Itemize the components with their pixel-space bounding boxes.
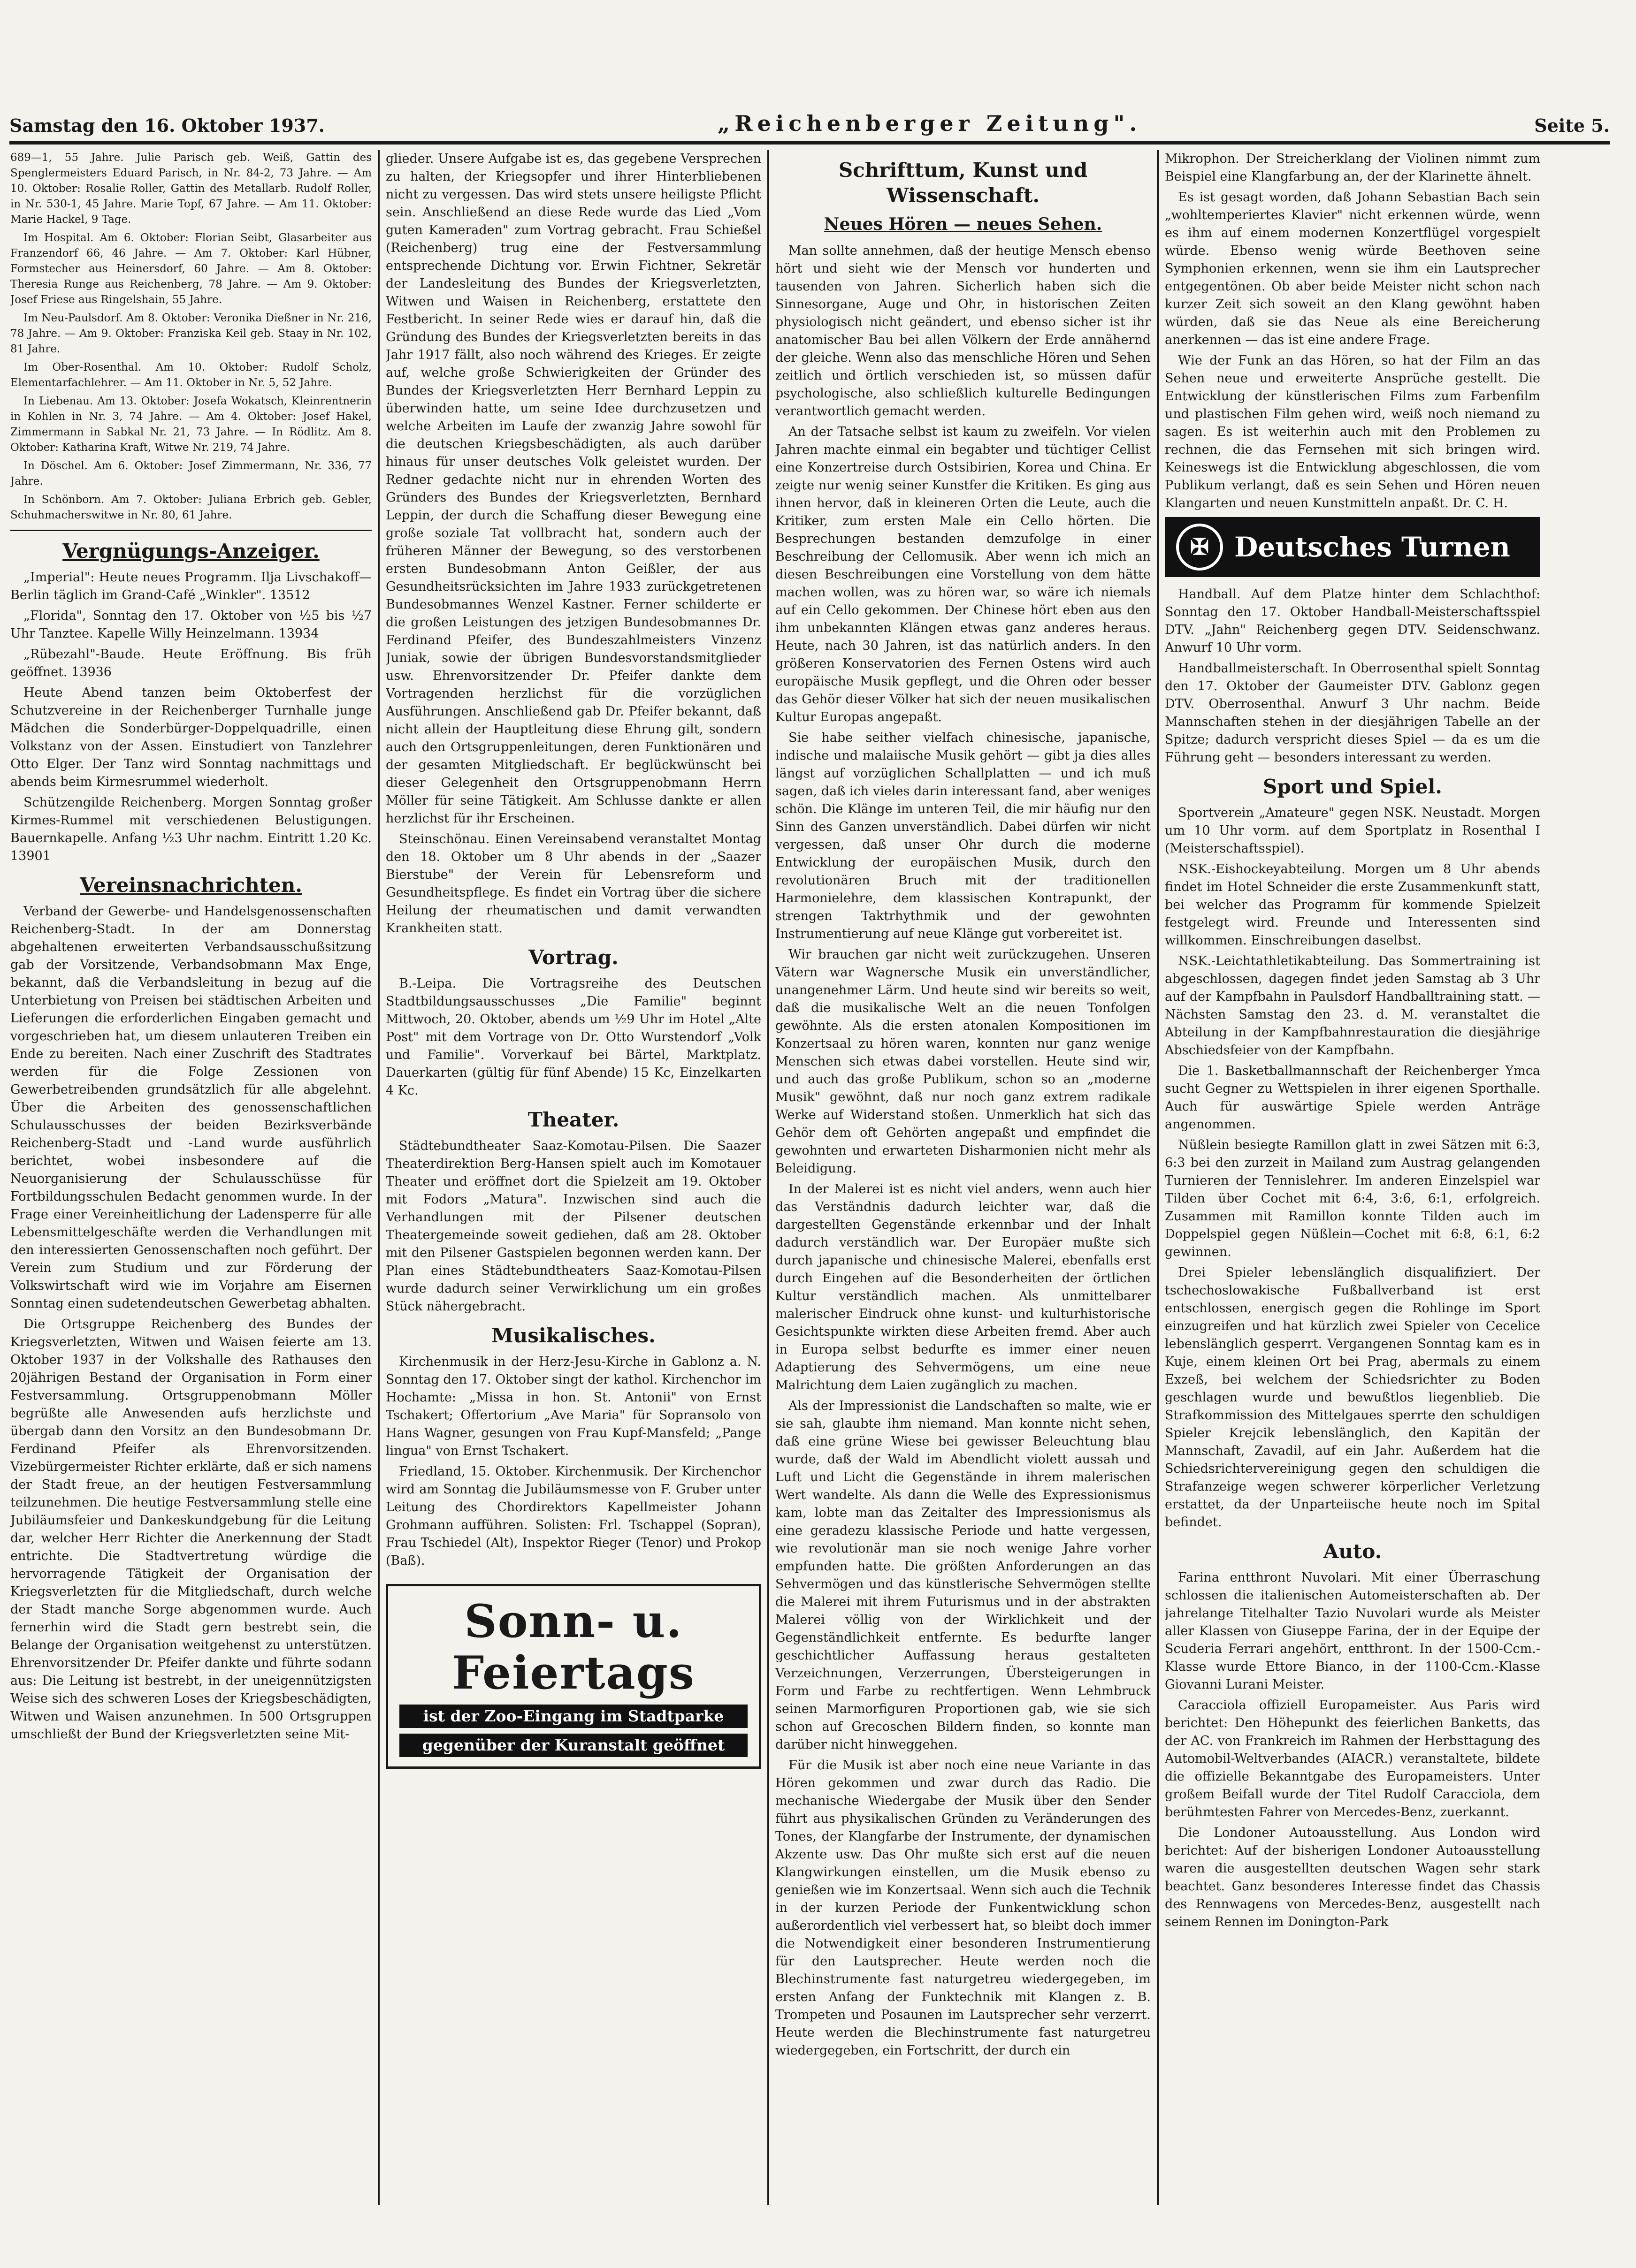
article-paragraph: Städtebundtheater Saaz-Komotau-Pilsen. Die Saazer Theaterdirektion Berg-Hansen spielt auch im Komotauer Theater und eröffnet dort die Spielzeit am 19. Oktober mit Fodors „Matura". Inzwischen sind auch die Verhandlungen mit der Pilsener deutschen Theatergemeinde soweit gediehen, daß am 28. Oktober mit den Pilsener Gastspielen begonnen werden kann. Der Plan eines Städtebundtheaters Saaz-Komotau-Pilsen wurde dadurch seiner Verwirklichung um ein großes Stück nähergebracht. bbox=[386, 1139, 761, 1314]
column-rule bbox=[378, 150, 380, 2205]
masthead-rule bbox=[9, 141, 1610, 145]
article-paragraph: Steinschönau. Einen Vereinsabend veranstaltet Montag den 18. Oktober um 8 Uhr abends in der „Saazer Bierstube" der Verein für Lebensreform und Gesundheitspflege. Es findet ein Vortrag über die sichere Heilung der rheumatischen und damit verwandten Krankheiten statt. bbox=[386, 832, 761, 936]
zoo-advertisement bbox=[386, 1584, 761, 1769]
page-number: Seite 5. bbox=[1534, 115, 1610, 136]
article-paragraph: B.-Leipa. Die Vortragsreihe des Deutschen Stadtbildungsausschusses „Die Familie" beginnt Mittwoch, 20. Oktober, abends um ½9 Uhr im Hotel „Alte Post" mit dem Vortrage von Dr. Otto Wurstendorf „Volk und Familie". Vorverkauf bei Bärtel, Marktplatz. Dauerkarten (gültig für fünf Abende) 15 Kc, Einzelkarten 4 Kc. bbox=[386, 976, 761, 1098]
article-paragraph: Drei Spieler lebenslänglich disqualifiziert. Der tschechoslowakische Fußballverband ist erst entschlossen, energisch gegen die Rohlinge im Sport einzugreifen und hat kürzlich zwei Spieler von Cecelice lebenslänglich gesperrt. Vergangenen Sonntag kam es in Kuje, einem kleinen Ort bei Prag, abermals zu einem Exzeß, bei welchem der Schiedsrichter zu Boden geschlagen wurde und bewußtlos liegenblieb. Die Strafkommission des Mittelgaues sperrte den schuldigen Spieler Krejcik lebenslänglich, den Kapitän der Mannschaft, Zavadil, auf ein Jahr. Außerdem hat die Schiedsrichtervereinigung gegen den schuldigen die Strafanzeige wegen schwerer körperlicher Verletzung erstattet, da der Unparteiische heute noch im Spital befindet. bbox=[1165, 1265, 1540, 1530]
ad-line: ist der Zoo-Eingang im Stadtparke bbox=[399, 1705, 748, 1728]
section-divider bbox=[10, 530, 372, 531]
column-4 bbox=[1165, 150, 1540, 2205]
column-rule bbox=[767, 150, 769, 2205]
article-paragraph: NSK.-Leichtathletikabteilung. Das Sommertraining ist abgeschlossen, dagegen findet jeden Samstag ab 3 Uhr auf der Kampfbahn in Paulsdorf Handballtraining statt. — Nächsten Samstag den 23. d. M. veranstaltet die Abteilung in der Kampfbahnrestauration die diesjährige Abschiedsfeier von der Kampfbahn. bbox=[1165, 954, 1540, 1058]
registry-entry: 689—1, 55 Jahre. Julie Parisch geb. Weiß, Gattin des Spenglermeisters Eduard Parisch, in Nr. 84-2, 73 Jahre. — Am 10. Oktober: Rosalie Roller, Gattin des Metallarb. Rudolf Roller, in Nr. 530-1, 45 Jahre. Marie Topf, 67 Jahre. — Am 11. Oktober: Marie Hackel, 9 Tage. bbox=[10, 152, 372, 226]
notice: „Rübezahl"-Baude. Heute Eröffnung. Bis früh geöffnet. 13936 bbox=[10, 647, 372, 679]
registry-entry: In Schönborn. Am 7. Oktober: Juliana Erbrich geb. Gebler, Schuhmacherswitwe in Nr. 80, 61 Jahre. bbox=[10, 494, 372, 521]
registry-entry: In Liebenau. Am 13. Oktober: Josefa Wokatsch, Kleinrentnerin in Kohlen in Nr. 3, 74 Jahre. — Am 4. Oktober: Josef Hakel, Zimmermann in Sabkal Nr. 21, 73 Jahre. — In Rödlitz. Am 8. Oktober: Katharina Kraft, Witwe Nr. 219, 74 Jahre. bbox=[10, 395, 372, 454]
registry-entry: Im Ober-Rosenthal. Am 10. Oktober: Rudolf Scholz, Elementarfachlehrer. — Am 11. Oktober in Nr. 5, 52 Jahre. bbox=[10, 361, 372, 389]
article-title: Neues Hören — neues Sehen. bbox=[824, 214, 1102, 234]
registry-entry: Im Neu-Paulsdorf. Am 8. Oktober: Veronika Dießner in Nr. 216, 78 Jahre. — Am 9. Oktober: Franziska Keil geb. Staay in Nr. 102, 81 Jahre. bbox=[10, 312, 372, 355]
article-paragraph: Handball. Auf dem Platze hinter dem Schlachthof: Sonntag den 17. Oktober Handball-Meisterschaftsspiel DTV. „Jahn" Reichenberg gegen DTV. Seidenschwanz. Anwurf 10 Uhr vorm. bbox=[1165, 587, 1540, 655]
article-paragraph: Verband der Gewerbe- und Handelsgenossenschaften Reichenberg-Stadt. In der am Donnerstag abgehaltenen erweiterten Verbandsausschußsitzung gab der Vorsitzende, Verbandsobmann Max Enge, bekannt, daß die Verbandsleitung in bezug auf die Unterbietung von Preisen bei städtischen Arbeiten und Lieferungen die erforderlichen Eingaben gemacht und vorgeschrieben hat, um diesem unlauteren Treiben ein Ende zu bereiten. Nach einer Zuschrift des Stadtrates werden für die Folge Zessionen von Gewerbetreibenden grundsätzlich für alle abgelehnt. Über die Arbeiten des genossenschaftlichen Schulausschusses der beiden Bezirksverbände Reichenberg-Stadt und -Land wurde ausführlich berichtet, wobei insbesondere auf die Neuorganisierung der Schulausschüsse für Fortbildungsschulen Bedacht genommen wurde. In der Frage einer Vereinheitlichung der Ladensperre für alle Lebensmittelgeschäfte werden die Verhandlungen mit den interessierten Genossenschaften noch geführt. Der Verein zum Studium und zur Förderung der Volkswirtschaft wird wie im Vorjahre am Eisernen Sonntag einen sudetendeutschen Gewerbetag abhalten. bbox=[10, 904, 372, 1311]
notice: Heute Abend tanzen beim Oktoberfest der Schutzvereine in der Reichenberger Turnhalle junge Mädchen die Sonderbürger-Doppelquadrille, einen Volkstanz von der Assen. Einstudiert von Tanzlehrer Otto Elger. Der Tanz wird Sonntag nachmittags und abends beim Kirmesrummel wiederholt. bbox=[10, 685, 372, 789]
masthead bbox=[9, 99, 1610, 136]
article-paragraph: Die 1. Basketballmannschaft der Reichenberger Ymca sucht Gegner zu Wettspielen in ihrer eigenen Sporthalle. Auch für auswärtige Spiele werden Anträge angenommen. bbox=[1165, 1064, 1540, 1132]
article-paragraph: Man sollte annehmen, daß der heutige Mensch ebenso hört und sieht wie der Mensch vor hunderten und tausenden von Jahren. Sicherlich haben sich die Sinnesorgane, Auge und Ohr, in historischen Zeiten physiologisch nicht geändert, und ebenso sicher ist ihr anatomischer Bau bei allen Völkern der Erde annähernd der gleiche. Wenn also das menschliche Hören und Sehen zeitlich und örtlich verschieden ist, so müssen dafür psychologische, also schließlich kulturelle Bedingungen verantwortlich gemacht werden. bbox=[775, 244, 1151, 419]
section-heading: Vergnügungs-Anzeiger. bbox=[62, 540, 320, 563]
article-paragraph: Die Ortsgruppe Reichenberg des Bundes der Kriegsverletzten, Witwen und Waisen feierte am 13. Oktober 1937 in der Volkshalle des Rathauses den 20jährigen Bestand der Organisation in Form einer Festversammlung. Ortsgruppenobmann Möller begrüßte alle Anwesenden aufs herzlichste und übergab dann den Vorsitz an den Bundesobmann Dr. Ferdinand Pfeifer als Ehrenvorsitzenden. Vizebürgermeister Richter erklärte, daß er sich namens der Stadt freue, an der heutigen Festversammlung teilzunehmen. Die heutige Festversammlung stelle eine Jubiläumsfeier und Dankeskundgebung für die Leitung dar, welcher Herr Richter die Anerkennung der Stadt entrichte. Die Stadtvertretung würdige die hervorragende Tätigkeit der Organisation der Kriegsverletzten für die Mitgliedschaft, durch welche der Stadt manche Sorge abgenommen wurde. Auch fernerhin wird die Stadt gern bestrebt sein, die Belange der Organisation weitgehenst zu unterstützen. Ehrenvorsitzender Dr. Pfeifer dankte und führte sodann aus: Die Leitung ist bestrebt, in der uneigennützigsten Weise sich des schweren Loses der Kriegsbeschädigten, Witwen und Waisen anzunehmen. In 500 Ortsgruppen umschließt der Bund der Kriegsverletzten seine Mit- bbox=[10, 1317, 372, 1742]
article-paragraph: An der Tatsache selbst ist kaum zu zweifeln. Vor vielen Jahren machte einmal ein begabter und tüchtiger Cellist eine Konzertreise durch Ostsibirien, Korea und China. Er zeigte nur wenig seiner Kunstfer die Kritiken. Es ging aus ihnen hervor, daß in kleineren Orten die Leute, auch die Kritiker, zum ersten Male ein Cello hörten. Die Besprechungen bestanden demzufolge in einer Beschreibung der Cellomusik. Aber wenn ich mich an diesen Beschreibungen eine Vorstellung von dem hätte machen wollen, was zu hören war, so wäre ich niemals auf ein Cello gekommen. Der Chinese hört eben aus den ihm unbekannten Klängen etwas ganz anderes heraus. Heute, nach 30 Jahren, ist das natürlich anders. In den größeren Konservatorien des Fernen Ostens wird auch europäische Musik gepflegt, und die Ohren oder besser das Gehör dieser Völker hat sich der neuen musikalischen Kultur Europas angepaßt. bbox=[775, 425, 1151, 724]
notice: „Florida", Sonntag den 17. Oktober von ½5 bis ½7 Uhr Tanztee. Kapelle Willy Heinzelmann. 13934 bbox=[10, 609, 372, 641]
article-paragraph: Friedland, 15. Oktober. Kirchenmusik. Der Kirchenchor wird am Sonntag die Jubiläumsmesse von F. Gruber unter Leitung des Chordirektors Kapellmeister Johann Grohmann aufführen. Solisten: Frl. Tschappel (Sopran), Frau Tschiedel (Alt), Inspektor Rieger (Tenor) und Prokop (Baß). bbox=[386, 1464, 761, 1568]
registry-entry: In Döschel. Am 6. Oktober: Josef Zimmermann, Nr. 336, 77 Jahre. bbox=[10, 460, 372, 487]
article-paragraph: Sportverein „Amateure" gegen NSK. Neustadt. Morgen um 10 Uhr vorm. auf dem Sportplatz in Rosenthal I (Meisterschaftsspiel). bbox=[1165, 806, 1540, 856]
column-1 bbox=[10, 150, 372, 2205]
article-paragraph: Handballmeisterschaft. In Oberrosenthal spielt Sonntag den 17. Oktober der Gaumeister DTV. Gablonz gegen DTV. Oberrosenthal. Anwurf 3 Uhr nachm. Beide Mannschaften stehen in der diesjährigen Tabelle an der Spitze; dadurch verspricht dieses Spiel — da es um die Führung geht — besonders interessant zu werden. bbox=[1165, 661, 1540, 765]
section-heading: Theater. bbox=[527, 1108, 619, 1131]
death-registry bbox=[10, 150, 372, 523]
article-paragraph: Als der Impressionist die Landschaften so malte, wie er sie sah, glaubte ihm niemand. Man konnte nicht sehen, daß eine grüne Wiese bei gewisser Beleuchtung blau wurde, daß der Wald im Abendlicht violett aussah und Luft und Licht die Gegenstände in ihrem malerischen Wert wandelte. Als dann die Welle des Expressionismus kam, lobte man das Zeitalter des Impressionismus als eine geradezu klassische Periode und hatte vergessen, wie revolutionär man sie noch wenige Jahre vorher empfunden hatte. Die größten Anforderungen an das Sehvermögen und das künstlerische Sehvermögen stellte die Malerei mit ihrem Futurismus und in der abstrakten Malerei völlig von der Wirklichkeit und der Gegenständlichkeit entfernte. Es bedurfte langer geschichtlicher Auffassung heraus gestalteten Verzeichnungen, Verzerrungen, Übersteigerungen in Form und Farbe zu rechtfertigen. Wenn Lehmbruck seinen Marmorfiguren Proportionen gab, wie sie sich schon auf Grecoschen Bildern finden, so konnte man darüber nicht hinweggehen. bbox=[775, 1399, 1151, 1752]
column-2 bbox=[386, 150, 761, 2205]
article-paragraph: Sie habe seither vielfach chinesische, japanische, indische und malaiische Musik gehört — gibt ja dies alles längst auf vorzüglichen Schallplatten — und ich muß sagen, daß ich vieles darin interessant fand, aber weniges schön. Die Klänge im unteren Teil, die mir häufig nur den Sinn des Ganzen unverständlich. Dabei dürfen wir nicht vergessen, daß unser Ohr durch die moderne Entwicklung der europäischen Musik, durch den revolutionären Bruch mit der traditionellen Harmonielehre, dem klassischen Kontrapunkt, der strengen Taktrhythmik und der gewohnten Instrumentierung auf neue Klänge gut vorbereitet ist. bbox=[775, 731, 1151, 941]
notice: „Imperial": Heute neues Programm. Ilja Livschakoff—Berlin täglich im Grand-Café „Winkler". 13512 bbox=[10, 570, 372, 602]
article-paragraph: Für die Musik ist aber noch eine neue Variante in das Hören gekommen und zwar durch das Radio. Die mechanische Wiedergabe der Musik über den Sender führt aus physikalischen Gründen zu Veränderungen des Tones, der Klangfarbe der Instrumente, der dynamischen Akzente usw. Das Ohr mußte sich erst auf die neuen Klangwirkungen einstellen, um die Musik ebenso zu genießen wie im Konzertsaal. Wenn sich auch die Technik in der kurzen Periode der Funkentwicklung schon außerordentlich viel verbessert hat, so bleibt doch immer die Notwendigkeit einer besonderen Instrumentierung für den Lautsprecher. Heute werden noch die Blechinstrumente fast naturgetreu wiedergegeben, im ersten Anfang der Funktechnik mit Klangen z. B. Trompeten und Posaunen im Lautsprecher sehr verzerrt. Heute werden die Blechinstrumente fast naturgetreu wiedergegeben, ein Fortschritt, der durch ein bbox=[775, 1758, 1151, 2058]
section-heading: Vereinsnachrichten. bbox=[80, 874, 302, 897]
column-rule bbox=[1157, 150, 1159, 2205]
newspaper-title: „Reichenberger Zeitung". bbox=[717, 111, 1142, 136]
column-3 bbox=[775, 150, 1151, 2205]
section-heading: Schrifttum, Kunst und Wissenschaft. bbox=[838, 159, 1088, 207]
banner-title: Deutsches Turnen bbox=[1234, 531, 1510, 563]
section-heading: Sport und Spiel. bbox=[1263, 775, 1442, 798]
section-heading: Musikalisches. bbox=[491, 1324, 656, 1347]
article-paragraph: Mikrophon. Der Streicherklang der Violinen nimmt zum Beispiel eine Klangfarbung an, der der Klarinette ähnelt. bbox=[1165, 152, 1540, 184]
deutsches-turnen-banner bbox=[1165, 517, 1540, 577]
ad-headline: Sonn- u. Feiertags bbox=[452, 1595, 695, 1699]
turner-cross-icon: ✠ bbox=[1176, 524, 1223, 571]
section-heading: Auto. bbox=[1323, 1540, 1382, 1563]
article-paragraph: Die Londoner Autoausstellung. Aus London wird berichtet: Auf der bisherigen Londoner Autoausstellung waren die ausgestellten deutschen Wagen sehr stark beachtet. Ganz besonderes Interesse findet das Chassis des Rennwagens von Mercedes-Benz, ausgestellt nach seinem Rennen im Donington-Park bbox=[1165, 1826, 1540, 1929]
registry-entry: Im Hospital. Am 6. Oktober: Florian Seibt, Glasarbeiter aus Franzendorf 66, 46 Jahre. — Am 7. Oktober: Karl Hübner, Formstecher aus Heinersdorf, 60 Jahre. — Am 8. Oktober: Theresia Runge aus Reichenberg, 78 Jahre. — Am 9. Oktober: Josef Friese aus Ringelshain, 55 Jahre. bbox=[10, 232, 372, 306]
article-paragraph: Wie der Funk an das Hören, so hat der Film an das Sehen neue und erweiterte Ansprüche gestellt. Die Entwicklung der künstlerischen Films zum Farbenfilm und plastischen Film gehen wird, weiß noch niemand zu sagen. Es ist weiterhin auch mit den Problemen zu rechnen, die das Fernsehen mit sich bringen wird. Keineswegs ist die Entwicklung abgeschlossen, die vom Publikum verlangt, daß es sein Sehen und Hören neuen Klangarten und neuen Kunstmitteln anpaßt. Dr. C. H. bbox=[1165, 353, 1540, 510]
section-heading: Vortrag. bbox=[528, 946, 619, 969]
article-paragraph: Kirchenmusik in der Herz-Jesu-Kirche in Gablonz a. N. Sonntag den 17. Oktober singt der kathol. Kirchenchor im Hochamte: „Missa in hon. St. Antonii" von Ernst Tschakert; Offertorium „Ave Maria" für Sopransolo von Hans Wagner, gesungen von Frau Kupf-Mansfeld; „Pange lingua" von Ernst Tschakert. bbox=[386, 1355, 761, 1458]
article-paragraph: Nüßlein besiegte Ramillon glatt in zwei Sätzen mit 6:3, 6:3 bei den zurzeit in Mailand zum Austrag gelangenden Turnieren der Tennislehrer. Im anderen Einzelspiel war Tilden über Cochet mit 6:4, 3:6, 6:1, erfolgreich. Zusammen mit Ramillon konnte Tilden auch im Doppelspiel gegen Nüßlein—Cochet mit 6:8, 6:1, 6:2 gewinnen. bbox=[1165, 1138, 1540, 1259]
article-paragraph: NSK.-Eishockeyabteilung. Morgen um 8 Uhr abends findet im Hotel Schneider die erste Zusammenkunft statt, bei welcher das Programm für kommende Spielzeit festgelegt wird. Freunde und Interessenten sind willkommen. Einschreibungen daselbst. bbox=[1165, 862, 1540, 948]
notice: Schützengilde Reichenberg. Morgen Sonntag großer Kirmes-Rummel mit verschiedenen Belustigungen. Bauernkapelle. Anfang ½3 Uhr nachm. Eintritt 1.20 Kc. 13901 bbox=[10, 795, 372, 863]
ad-line: gegenüber der Kuranstalt geöffnet bbox=[399, 1734, 748, 1757]
article-paragraph: Wir brauchen gar nicht weit zurückzugehen. Unseren Vätern war Wagnersche Musik ein unverständlicher, unangenehmer Lärm. Und heute sind wir bereits so weit, daß die musikalische Welt an die neuen Tonfolgen gewöhnte. Als die ersten atonalen Kompositionen im Konzertsaal zu hören waren, konnten nur ganz wenige Menschen sich etwas dabei vorstellen. Heute sind wir, und auch das große Publikum, schon so an „moderne Musik" gewöhnt, daß nur noch ganz extrem radikale Werke auf Widerstand stoßen. Unmerklich hat sich das Gehör dem oft Gehörten angepaßt und empfindet die gewohnten und erwarteten Disharmonien nicht mehr als Beleidigung. bbox=[775, 947, 1151, 1176]
article-paragraph: In der Malerei ist es nicht viel anders, wenn auch hier das Verständnis dadurch leichter war, daß die dargestellten Gegenstände erkennbar und der Inhalt dadurch verständlich war. Der Europäer mußte sich durch japanische und chinesische Malerei, ebenfalls erst durch Eingehen auf die Besonderheiten der örtlichen Kultur verständlich machen. Als unmittelbarer malerischer Eindruck ohne kunst- und kulturhistorische Gesichtspunkte wirkten diese Arbeiten fremd. Aber auch in Europa selbst bedurfte es immer einer neuen Adaptierung des Sehvermögens, um eine neue Malrichtung dem Laien zugänglich zu machen. bbox=[775, 1182, 1151, 1393]
article-paragraph: Farina entthront Nuvolari. Mit einer Überraschung schlossen die italienischen Automeisterschaften ab. Der jahrelange Titelhalter Tazio Nuvolari wurde als Meister aller Klassen von Giuseppe Farina, der in der Equipe der Scuderia Ferrari angehört, entthront. In der 1500-Ccm.-Klasse wurde Ettore Bianco, in der 1100-Ccm.-Klasse Giovanni Lurani Meister. bbox=[1165, 1570, 1540, 1692]
article-paragraph: Caracciola offiziell Europameister. Aus Paris wird berichtet: Den Höhepunkt des feierlichen Banketts, das der AC. von Frankreich im Rahmen der Herbsttagung des Automobil-Weltverbandes (AIACR.) veranstaltete, bildete die offizielle Bekanntgabe des Europameisters. Unter großem Beifall wurde der Titel Rudolf Caracciola, dem berühmtesten Fahrer von Mercedes-Benz, zuerkannt. bbox=[1165, 1698, 1540, 1819]
issue-date: Samstag den 16. Oktober 1937. bbox=[9, 115, 325, 136]
article-paragraph: Es ist gesagt worden, daß Johann Sebastian Bach sein „wohltemperiertes Klavier" nicht erkennen würde, wenn es ihm auf einem modernen Konzertflügel vorgespielt würde. Ebenso wenig würde Beethoven seine Symphonien erkennen, wenn sie ihm ein Lautsprecher entgegentönen. Ob aber beide Meister nicht schon nach kurzer Zeit sich soweit an den Klang gewöhnt haben würden, daß sie das Neue als eine Bereicherung anerkennen — das ist eine andere Frage. bbox=[1165, 190, 1540, 347]
article-paragraph: glieder. Unsere Aufgabe ist es, das gegebene Versprechen zu halten, der Kriegsopfer und ihrer Hinterbliebenen nicht zu vergessen. Das wird stets unsere heiligste Pflicht sein. Anschließend an diese Rede wurde das Lied „Vom guten Kameraden" zum Vortrag gebracht. Frau Schießel (Reichenberg) trug eine der Festversammlung entsprechende Dichtung vor. Erwin Fichtner, Sekretär der Landesleitung des Bundes der Kriegsverletzten, Witwen und Waisen in Reichenberg, erstattete den Festbericht. In seiner Rede wies er darauf hin, daß die Gründung des Bundes der Kriegsverletzten bereits in das Jahr 1917 fällt, also noch während des Krieges. Er zeigte auf, welche große Schwierigkeiten der Gründer des Bundes der Kriegsverletzten Herr Bernhard Leppin zu überwinden hatte, um seine Idee durchzusetzen und welche Arbeiten im Laufe der zwanzig Jahre sowohl für die deutschen Kriegsbeschädigten, als auch darüber hinaus für unser deutsches Volk geleistet wurden. Der Redner gedachte nicht nur in ehrenden Worten des Gründers des Bundes der Kriegsverletzten, Bernhard Leppin, der durch die Schaffung dieser Bewegung eine große soziale Tat vollbracht hat, sondern auch der früheren Männer der Bewegung, so des verstorbenen ersten Bundesobmann Anton Geißler, der aus Gesundheitsrücksichten im Jahre 1933 zurückgetretenen Bundesobmannes Wenzel Kastner. Ferner schilderte er die großen Leistungen des jetzigen Bundesobmannes Dr. Ferdinand Pfeifer, des Bundeszahlmeisters Vinzenz Juniak, sowie der übrigen Bundesvorstandsmitglieder usw. Ehrenvorsitzender Dr. Pfeifer dankte dem Vortragenden herzlichst für die vorzüglichen Ausführungen. Anschließend gab Dr. Pfeifer bekannt, daß nicht allein der Hauptleitung diese Ehrung gilt, sondern auch den Ortsgruppenleitungen, deren Funktionären und der gesamten Mitgliedschaft. Er beglückwünscht bei dieser Gelegenheit den Ortsgruppenobmann Herrn Möller für seine Tätigkeit. Am Schlusse dankte er allen herzlichst für ihr Erscheinen. bbox=[386, 152, 761, 826]
